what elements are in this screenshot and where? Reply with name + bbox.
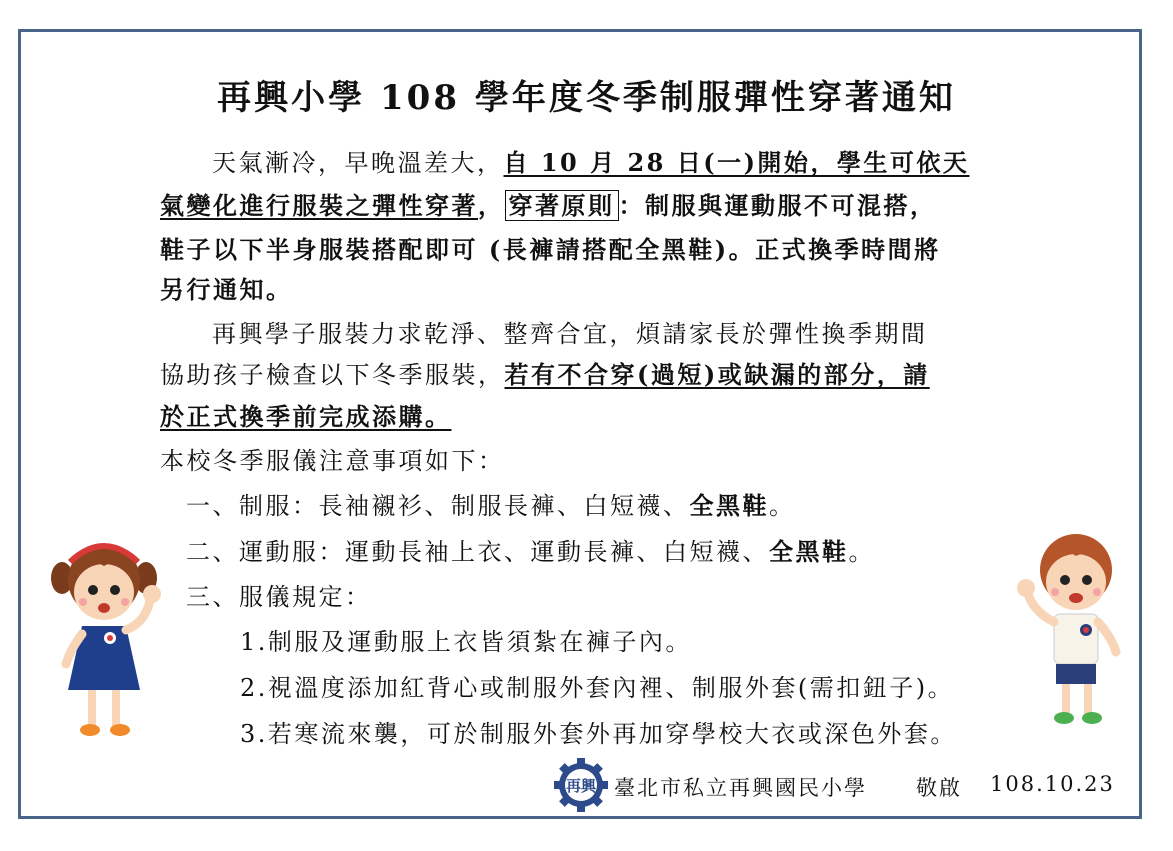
item-sportswear: 二、運動服：運動長袖上衣、運動長褲、白短襪、全黑鞋。 — [186, 537, 875, 566]
school-logo-icon — [553, 757, 609, 813]
rule-item: 3.若寒流來襲，可於制服外套外再加穿學校大衣或深色外套。 — [240, 720, 957, 748]
para1-line1: 天氣漸冷，早晚溫差大，自 10 月 28 日(一)開始，學生可依天 — [212, 148, 970, 177]
rule-item: 1.制服及運動服上衣皆須紮在褲子內。 — [240, 628, 692, 656]
item-dress-rules: 三、服儀規定： — [186, 583, 372, 611]
notice-title: 再興小學 108 學年度冬季制服彈性穿著通知 — [217, 78, 956, 118]
girl-illustration — [48, 530, 166, 740]
notes-heading: 本校冬季服儀注意事項如下： — [160, 447, 505, 475]
start-date-text: 自 10 月 28 日(一)開始，學生可依天 — [503, 148, 970, 177]
item-uniform: 一、制服：長袖襯衫、制服長褲、白短襪、全黑鞋。 — [186, 491, 796, 520]
para1-line3: 鞋子以下半身服裝搭配即可 (長褲請搭配全黑鞋)。正式換季時間將 — [160, 235, 941, 264]
boy-illustration — [1012, 518, 1132, 728]
closing-word: 敬啟 — [916, 776, 962, 800]
svg-text:再興: 再興 — [565, 777, 597, 795]
school-name: 臺北市私立再興國民小學 — [614, 776, 867, 800]
para2-line3: 於正式換季前完成添購。 — [160, 402, 452, 431]
para2-line2: 協助孩子檢查以下冬季服裝，若有不合穿(過短)或缺漏的部分，請 — [160, 360, 930, 389]
para2-line1: 再興學子服裝力求乾淨、整齊合宜，煩請家長於彈性換季期間 — [212, 320, 928, 348]
notice-date: 108.10.23 — [990, 772, 1115, 796]
dress-principle-box: 穿著原則 — [505, 190, 619, 221]
para1-line4: 另行通知。 — [160, 275, 293, 304]
para1-line2: 氣變化進行服裝之彈性穿著， 穿著原則 ：制服與運動服不可混搭， — [160, 191, 937, 220]
rule-item: 2.視溫度添加紅背心或制服外套內裡、制服外套(需扣鈕子)。 — [240, 674, 955, 702]
